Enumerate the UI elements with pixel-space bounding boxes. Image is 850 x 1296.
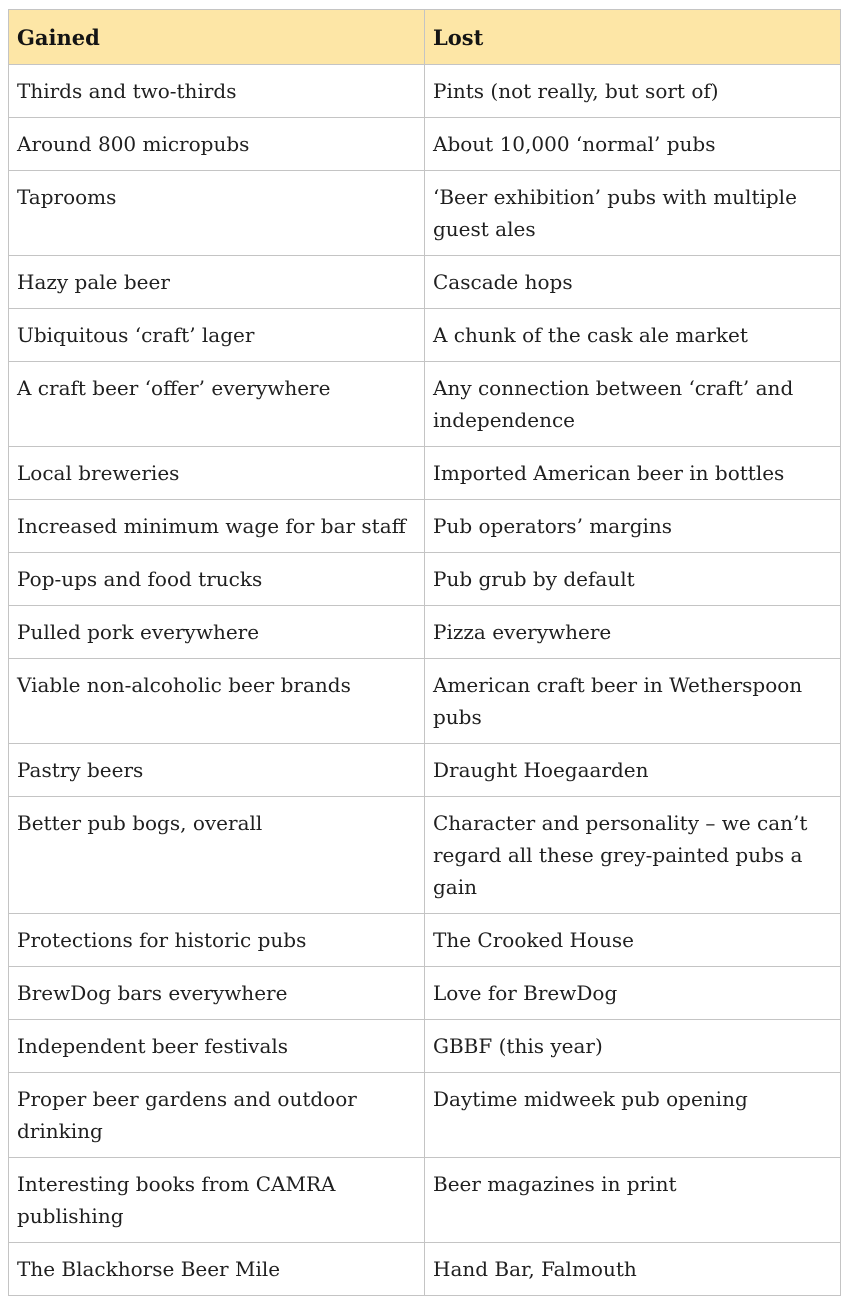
gained-cell: Interesting books from CAMRA publishing	[9, 1158, 425, 1243]
gained-cell: BrewDog bars everywhere	[9, 967, 425, 1020]
lost-cell: American craft beer in Wetherspoon pubs	[425, 659, 841, 744]
table-row	[9, 447, 841, 500]
table-row	[9, 914, 841, 967]
table-row	[9, 1020, 841, 1073]
lost-cell: Draught Hoegaarden	[425, 744, 841, 797]
header-lost: Lost	[425, 10, 841, 65]
lost-cell: Imported American beer in bottles	[425, 447, 841, 500]
gained-cell: Proper beer gardens and outdoor drinking	[9, 1073, 425, 1158]
lost-cell: ‘Beer exhibition’ pubs with multiple guest ales	[425, 171, 841, 256]
gained-cell: A craft beer ‘offer’ everywhere	[9, 362, 425, 447]
lost-cell: Beer magazines in print	[425, 1158, 841, 1243]
gained-cell: Pastry beers	[9, 744, 425, 797]
lost-cell: Character and personality – we can’t regard all these grey-painted pubs a gain	[425, 797, 841, 914]
gained-cell: The Blackhorse Beer Mile	[9, 1243, 425, 1296]
table-row	[9, 1073, 841, 1158]
gained-cell: Pulled pork everywhere	[9, 606, 425, 659]
lost-cell: Pints (not really, but sort of)	[425, 65, 841, 118]
gained-cell: Pop-ups and food trucks	[9, 553, 425, 606]
lost-cell: Pub operators’ margins	[425, 500, 841, 553]
table-row	[9, 606, 841, 659]
table-row	[9, 309, 841, 362]
lost-cell: GBBF (this year)	[425, 1020, 841, 1073]
gained-cell: Hazy pale beer	[9, 256, 425, 309]
table-row	[9, 797, 841, 914]
lost-cell: Love for BrewDog	[425, 967, 841, 1020]
gained-cell: Local breweries	[9, 447, 425, 500]
gained-cell: Viable non-alcoholic beer brands	[9, 659, 425, 744]
lost-cell: The Crooked House	[425, 914, 841, 967]
table-row	[9, 967, 841, 1020]
lost-cell: A chunk of the cask ale market	[425, 309, 841, 362]
gained-lost-table	[8, 9, 841, 1296]
table-row	[9, 500, 841, 553]
table-row	[9, 118, 841, 171]
table-row	[9, 1243, 841, 1296]
gained-cell: Better pub bogs, overall	[9, 797, 425, 914]
table-body	[9, 65, 841, 1296]
gained-cell: Ubiquitous ‘craft’ lager	[9, 309, 425, 362]
gained-lost-table-container	[8, 9, 840, 1296]
lost-cell: Any connection between ‘craft’ and independence	[425, 362, 841, 447]
gained-cell: Taprooms	[9, 171, 425, 256]
table-row	[9, 744, 841, 797]
gained-cell: Independent beer festivals	[9, 1020, 425, 1073]
lost-cell: Pub grub by default	[425, 553, 841, 606]
gained-cell: Increased minimum wage for bar staff	[9, 500, 425, 553]
lost-cell: Daytime midweek pub opening	[425, 1073, 841, 1158]
gained-cell: Protections for historic pubs	[9, 914, 425, 967]
table-header	[9, 10, 841, 65]
lost-cell: Cascade hops	[425, 256, 841, 309]
table-row	[9, 659, 841, 744]
lost-cell: Pizza everywhere	[425, 606, 841, 659]
header-row	[9, 10, 841, 65]
table-row	[9, 65, 841, 118]
gained-cell: Around 800 micropubs	[9, 118, 425, 171]
table-row	[9, 553, 841, 606]
table-row	[9, 171, 841, 256]
lost-cell: About 10,000 ‘normal’ pubs	[425, 118, 841, 171]
lost-cell: Hand Bar, Falmouth	[425, 1243, 841, 1296]
table-row	[9, 1158, 841, 1243]
gained-cell: Thirds and two-thirds	[9, 65, 425, 118]
table-row	[9, 256, 841, 309]
header-gained: Gained	[9, 10, 425, 65]
table-row	[9, 362, 841, 447]
